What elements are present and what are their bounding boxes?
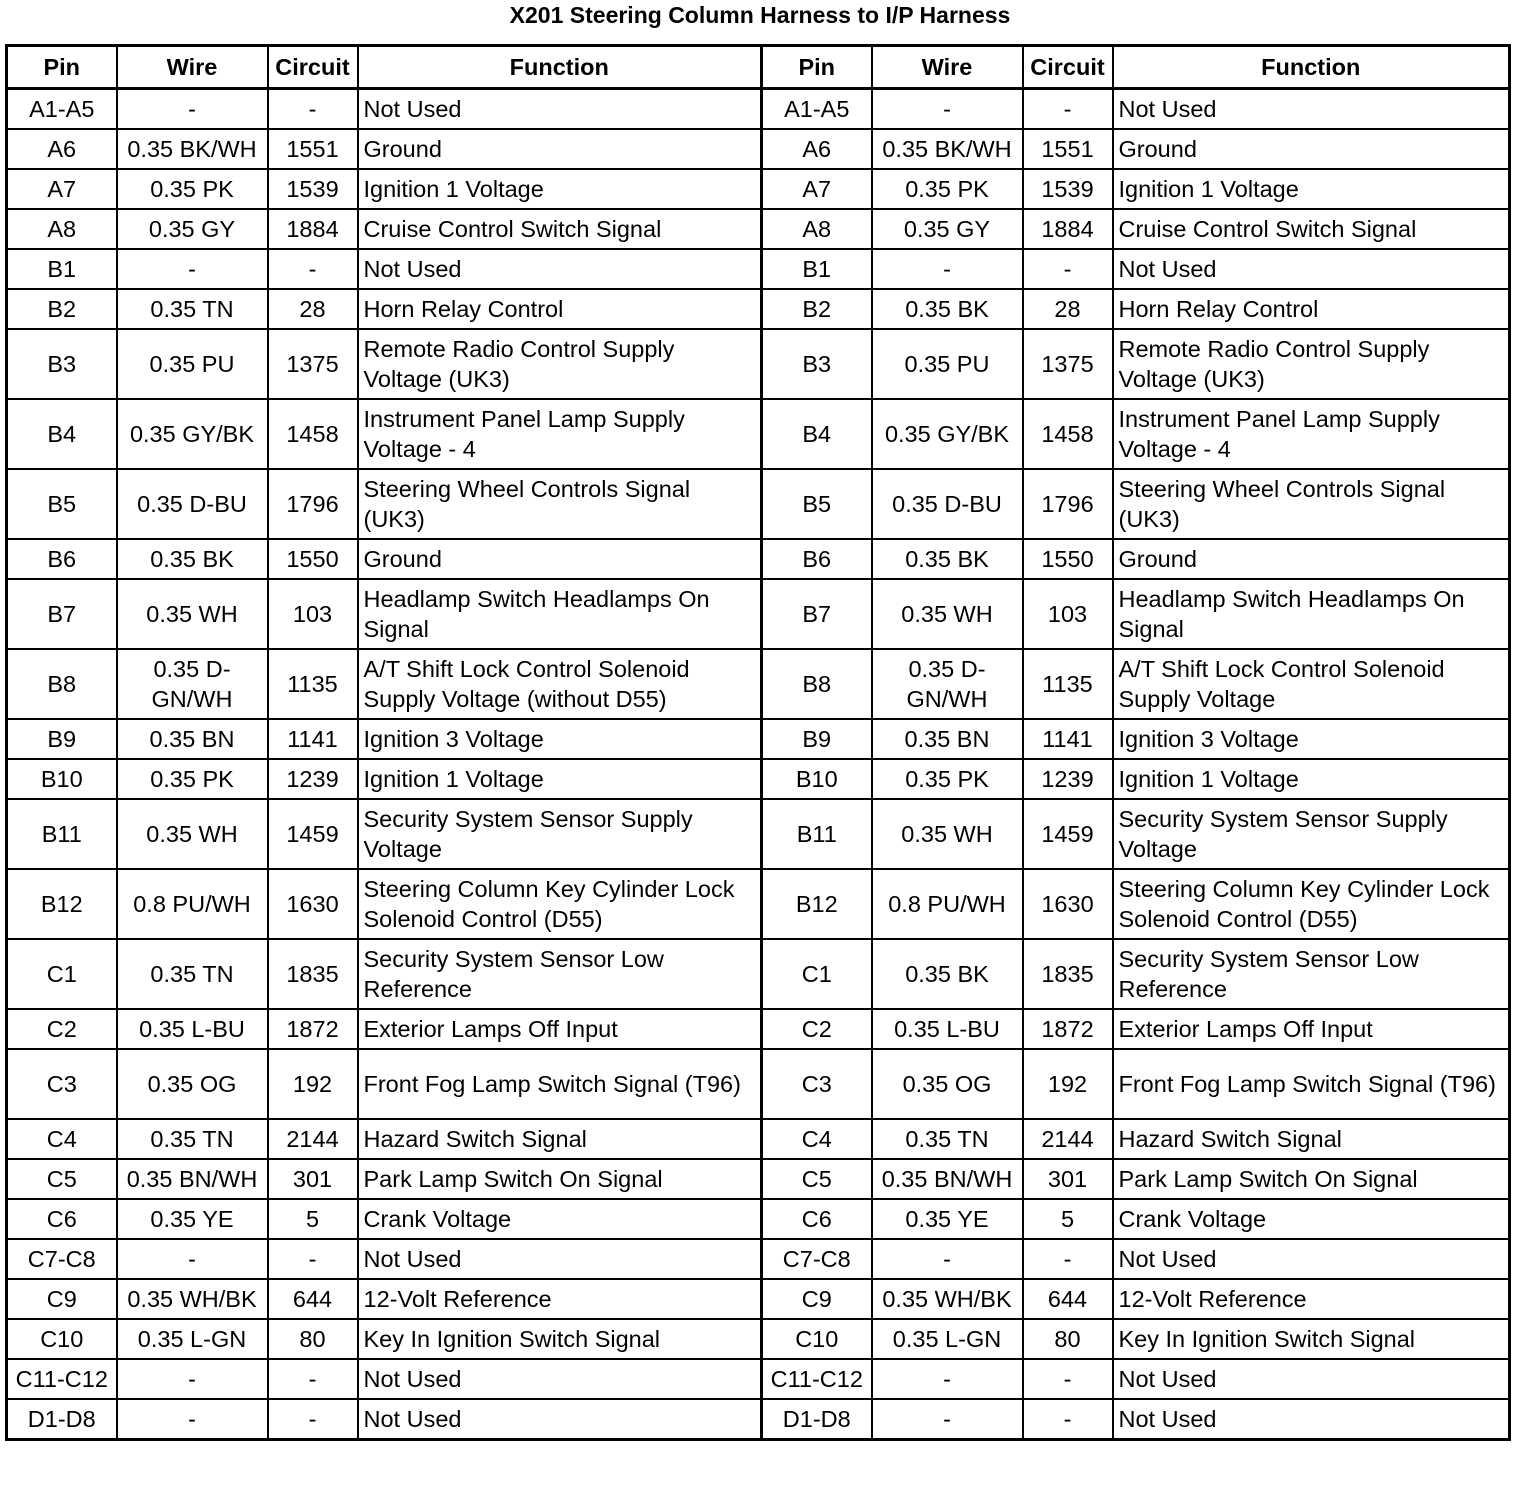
pin-cell: B9 [7,719,117,759]
circuit-cell: 1239 [268,759,358,799]
pin-cell: C9 [7,1279,117,1319]
page-title: X201 Steering Column Harness to I/P Harness [509,2,1011,28]
circuit-cell: 5 [268,1199,358,1239]
pin-cell: C2 [7,1009,117,1049]
wire-cell: 0.35 D-BU [872,469,1023,539]
header-circuit: Circuit [1023,46,1113,89]
function-cell: Ignition 3 Voltage [1113,719,1510,759]
function-cell: A/T Shift Lock Control Solenoid Supply Voltage (without D55) [358,649,762,719]
table-row [7,579,1510,649]
wire-cell: - [117,1399,268,1440]
function-cell: Remote Radio Control Supply Voltage (UK3) [1113,329,1510,399]
header-row [7,46,1510,89]
pin-cell: A8 [7,209,117,249]
function-cell: Remote Radio Control Supply Voltage (UK3) [358,329,762,399]
circuit-cell: - [268,1359,358,1399]
function-cell: Steering Column Key Cylinder Lock Solenoid Control (D55) [1113,869,1510,939]
function-cell: Ignition 1 Voltage [358,169,762,209]
table-row [7,1359,1510,1399]
function-cell: Not Used [1113,1239,1510,1279]
function-cell: Cruise Control Switch Signal [358,209,762,249]
pin-cell: A8 [762,209,872,249]
wire-cell: 0.35 WH [872,799,1023,869]
table-row [7,469,1510,539]
wire-cell: 0.35 OG [872,1049,1023,1119]
table-row [7,1199,1510,1239]
wire-cell: 0.35 TN [117,1119,268,1159]
circuit-cell: 5 [1023,1199,1113,1239]
wire-cell: 0.35 L-GN [872,1319,1023,1359]
circuit-cell: 103 [268,579,358,649]
wire-cell: 0.35 L-GN [117,1319,268,1359]
wire-cell: 0.35 BN [117,719,268,759]
pin-cell: B11 [7,799,117,869]
pin-cell: C1 [762,939,872,1009]
pin-cell: B3 [7,329,117,399]
wire-cell: 0.35 WH [117,579,268,649]
circuit-cell: - [1023,1239,1113,1279]
wire-cell: 0.35 PK [117,169,268,209]
table-row [7,869,1510,939]
function-cell: Cruise Control Switch Signal [1113,209,1510,249]
pin-cell: B6 [7,539,117,579]
table-row [7,289,1510,329]
table-row [7,939,1510,1009]
function-cell: Ground [1113,539,1510,579]
pin-cell: B7 [762,579,872,649]
table-row [7,719,1510,759]
pin-cell: A1-A5 [762,89,872,130]
pin-cell: C4 [762,1119,872,1159]
wire-cell: - [872,249,1023,289]
circuit-cell: 1539 [268,169,358,209]
function-cell: Security System Sensor Low Reference [1113,939,1510,1009]
wire-cell: 0.35 BN/WH [872,1159,1023,1199]
pin-cell: C11-C12 [7,1359,117,1399]
pin-table [5,44,1511,1441]
function-cell: Steering Wheel Controls Signal (UK3) [1113,469,1510,539]
pin-cell: C5 [7,1159,117,1199]
pin-cell: D1-D8 [7,1399,117,1440]
pin-cell: B2 [7,289,117,329]
pin-cell: B5 [7,469,117,539]
function-cell: Crank Voltage [358,1199,762,1239]
wire-cell: 0.35 WH [117,799,268,869]
table-row [7,1239,1510,1279]
circuit-cell: 1872 [1023,1009,1113,1049]
pin-cell: B10 [7,759,117,799]
circuit-cell: - [268,89,358,130]
circuit-cell: - [268,249,358,289]
function-cell: A/T Shift Lock Control Solenoid Supply Voltage [1113,649,1510,719]
pin-cell: A7 [7,169,117,209]
circuit-cell: 192 [268,1049,358,1119]
wire-cell: 0.35 D-GN/WH [117,649,268,719]
wire-cell: 0.35 TN [117,939,268,1009]
pin-cell: B6 [762,539,872,579]
function-cell: Hazard Switch Signal [358,1119,762,1159]
function-cell: Not Used [1113,249,1510,289]
function-cell: Ground [1113,129,1510,169]
table-row [7,169,1510,209]
header-wire: Wire [117,46,268,89]
function-cell: Exterior Lamps Off Input [358,1009,762,1049]
wire-cell: 0.35 TN [117,289,268,329]
pin-cell: C2 [762,1009,872,1049]
function-cell: Ground [358,129,762,169]
pin-cell: C10 [762,1319,872,1359]
function-cell: Crank Voltage [1113,1199,1510,1239]
pin-cell: B1 [762,249,872,289]
pin-cell: B8 [7,649,117,719]
table-row [7,1009,1510,1049]
circuit-cell: 192 [1023,1049,1113,1119]
circuit-cell: 1796 [1023,469,1113,539]
circuit-cell: 1375 [1023,329,1113,399]
table-row [7,1159,1510,1199]
wire-cell: 0.35 YE [117,1199,268,1239]
circuit-cell: 1459 [1023,799,1113,869]
function-cell: Park Lamp Switch On Signal [1113,1159,1510,1199]
circuit-cell: 1550 [1023,539,1113,579]
function-cell: Security System Sensor Low Reference [358,939,762,1009]
pin-cell: B11 [762,799,872,869]
circuit-cell: 644 [268,1279,358,1319]
circuit-cell: 80 [1023,1319,1113,1359]
circuit-cell: 80 [268,1319,358,1359]
circuit-cell: 1551 [1023,129,1113,169]
pin-cell: A6 [762,129,872,169]
wire-cell: 0.35 WH/BK [872,1279,1023,1319]
wire-cell: - [117,1239,268,1279]
circuit-cell: - [268,1239,358,1279]
pin-cell: B10 [762,759,872,799]
circuit-cell: 1458 [268,399,358,469]
circuit-cell: 1375 [268,329,358,399]
header-function: Function [1113,46,1510,89]
wire-cell: 0.35 L-BU [117,1009,268,1049]
function-cell: Instrument Panel Lamp Supply Voltage - 4 [1113,399,1510,469]
wire-cell: 0.35 L-BU [872,1009,1023,1049]
pin-cell: C7-C8 [762,1239,872,1279]
wire-cell: 0.35 GY/BK [872,399,1023,469]
header-wire: Wire [872,46,1023,89]
function-cell: Headlamp Switch Headlamps On Signal [1113,579,1510,649]
function-cell: 12-Volt Reference [1113,1279,1510,1319]
pin-cell: A1-A5 [7,89,117,130]
wire-cell: 0.35 WH [872,579,1023,649]
pin-cell: B7 [7,579,117,649]
function-cell: Front Fog Lamp Switch Signal (T96) [358,1049,762,1119]
pin-cell: C10 [7,1319,117,1359]
header-circuit: Circuit [268,46,358,89]
circuit-cell: 103 [1023,579,1113,649]
function-cell: Not Used [358,89,762,130]
circuit-cell: 1835 [1023,939,1113,1009]
circuit-cell: 1239 [1023,759,1113,799]
wire-cell: 0.35 BK/WH [872,129,1023,169]
wire-cell: 0.35 GY [872,209,1023,249]
circuit-cell: 1135 [268,649,358,719]
table-row [7,1049,1510,1119]
pin-cell: A6 [7,129,117,169]
circuit-cell: 2144 [1023,1119,1113,1159]
function-cell: Security System Sensor Supply Voltage [1113,799,1510,869]
pin-cell: C5 [762,1159,872,1199]
pin-cell: B12 [762,869,872,939]
circuit-cell: 28 [268,289,358,329]
pin-cell: B8 [762,649,872,719]
circuit-cell: 1135 [1023,649,1113,719]
function-cell: Ignition 1 Voltage [1113,759,1510,799]
wire-cell: 0.35 GY [117,209,268,249]
wire-cell: 0.8 PU/WH [117,869,268,939]
wire-cell: 0.35 BK [872,939,1023,1009]
wire-cell: - [117,1359,268,1399]
function-cell: Horn Relay Control [358,289,762,329]
pin-cell: C11-C12 [762,1359,872,1399]
wire-cell: 0.35 OG [117,1049,268,1119]
function-cell: Ignition 3 Voltage [358,719,762,759]
pin-cell: D1-D8 [762,1399,872,1440]
circuit-cell: 1884 [268,209,358,249]
circuit-cell: 1630 [1023,869,1113,939]
circuit-cell: - [1023,1399,1113,1440]
pin-cell: C3 [762,1049,872,1119]
function-cell: 12-Volt Reference [358,1279,762,1319]
function-cell: Key In Ignition Switch Signal [358,1319,762,1359]
header-function: Function [358,46,762,89]
function-cell: Not Used [1113,89,1510,130]
wire-cell: - [872,1399,1023,1440]
wire-cell: 0.35 WH/BK [117,1279,268,1319]
pin-cell: B4 [7,399,117,469]
wire-cell: 0.35 BK [117,539,268,579]
table-row [7,1399,1510,1440]
circuit-cell: 301 [1023,1159,1113,1199]
wire-cell: 0.35 D-GN/WH [872,649,1023,719]
circuit-cell: 1459 [268,799,358,869]
circuit-cell: 1884 [1023,209,1113,249]
circuit-cell: 2144 [268,1119,358,1159]
function-cell: Not Used [358,1239,762,1279]
wire-cell: 0.35 BN/WH [117,1159,268,1199]
wire-cell: 0.35 TN [872,1119,1023,1159]
table-row [7,209,1510,249]
table-row [7,539,1510,579]
wire-cell: - [872,1359,1023,1399]
table-row [7,1279,1510,1319]
function-cell: Park Lamp Switch On Signal [358,1159,762,1199]
table-row [7,759,1510,799]
function-cell: Not Used [1113,1399,1510,1440]
wire-cell: - [872,89,1023,130]
function-cell: Ground [358,539,762,579]
wire-cell: - [117,89,268,130]
table-row [7,249,1510,289]
function-cell: Headlamp Switch Headlamps On Signal [358,579,762,649]
circuit-cell: 644 [1023,1279,1113,1319]
function-cell: Ignition 1 Voltage [1113,169,1510,209]
table-row [7,1119,1510,1159]
wire-cell: 0.35 PK [872,169,1023,209]
circuit-cell: - [1023,1359,1113,1399]
function-cell: Horn Relay Control [1113,289,1510,329]
table-row [7,399,1510,469]
pin-cell: C7-C8 [7,1239,117,1279]
wire-cell: 0.35 YE [872,1199,1023,1239]
function-cell: Instrument Panel Lamp Supply Voltage - 4 [358,399,762,469]
circuit-cell: 1551 [268,129,358,169]
table-row [7,1319,1510,1359]
circuit-cell: 28 [1023,289,1113,329]
wire-cell: 0.35 PK [117,759,268,799]
pin-cell: C4 [7,1119,117,1159]
circuit-cell: - [1023,249,1113,289]
circuit-cell: 1539 [1023,169,1113,209]
table-row [7,649,1510,719]
wire-cell: 0.35 BN [872,719,1023,759]
wire-cell: 0.35 BK/WH [117,129,268,169]
circuit-cell: 1550 [268,539,358,579]
circuit-cell: 1141 [268,719,358,759]
pin-cell: C6 [762,1199,872,1239]
function-cell: Not Used [1113,1359,1510,1399]
pin-cell: C1 [7,939,117,1009]
wire-cell: 0.35 PK [872,759,1023,799]
pin-cell: B5 [762,469,872,539]
table-row [7,799,1510,869]
circuit-cell: - [1023,89,1113,130]
pin-cell: B2 [762,289,872,329]
pin-cell: B1 [7,249,117,289]
header-pin: Pin [7,46,117,89]
table-row [7,89,1510,130]
pin-cell: B3 [762,329,872,399]
wire-cell: 0.35 BK [872,539,1023,579]
wire-cell: 0.35 BK [872,289,1023,329]
table-row [7,129,1510,169]
function-cell: Ignition 1 Voltage [358,759,762,799]
pin-cell: C3 [7,1049,117,1119]
function-cell: Key In Ignition Switch Signal [1113,1319,1510,1359]
pin-cell: B12 [7,869,117,939]
wire-cell: 0.35 PU [872,329,1023,399]
pin-cell: C6 [7,1199,117,1239]
pin-cell: A7 [762,169,872,209]
header-pin: Pin [762,46,872,89]
wire-cell: 0.35 D-BU [117,469,268,539]
wire-cell: - [872,1239,1023,1279]
function-cell: Not Used [358,249,762,289]
function-cell: Exterior Lamps Off Input [1113,1009,1510,1049]
circuit-cell: 1835 [268,939,358,1009]
function-cell: Not Used [358,1359,762,1399]
circuit-cell: 1630 [268,869,358,939]
pin-cell: C9 [762,1279,872,1319]
function-cell: Not Used [358,1399,762,1440]
function-cell: Front Fog Lamp Switch Signal (T96) [1113,1049,1510,1119]
function-cell: Hazard Switch Signal [1113,1119,1510,1159]
wire-cell: 0.35 GY/BK [117,399,268,469]
circuit-cell: 1458 [1023,399,1113,469]
function-cell: Security System Sensor Supply Voltage [358,799,762,869]
function-cell: Steering Wheel Controls Signal (UK3) [358,469,762,539]
circuit-cell: 1796 [268,469,358,539]
table-row [7,329,1510,399]
pin-cell: B4 [762,399,872,469]
wire-cell: 0.8 PU/WH [872,869,1023,939]
circuit-cell: - [268,1399,358,1440]
wire-cell: - [117,249,268,289]
circuit-cell: 1141 [1023,719,1113,759]
circuit-cell: 1872 [268,1009,358,1049]
circuit-cell: 301 [268,1159,358,1199]
function-cell: Steering Column Key Cylinder Lock Solenoid Control (D55) [358,869,762,939]
pin-cell: B9 [762,719,872,759]
wire-cell: 0.35 PU [117,329,268,399]
